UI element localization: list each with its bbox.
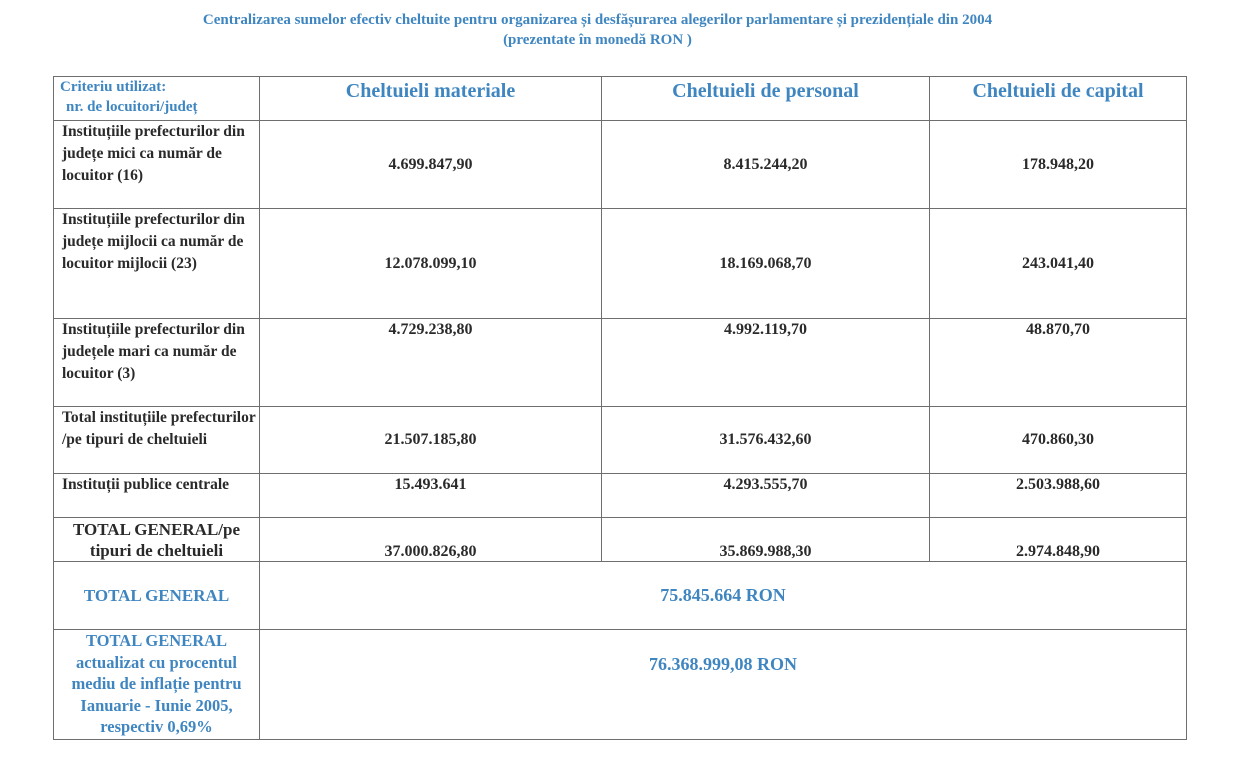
cell-capital: 470.860,30 (930, 407, 1187, 474)
header-row (54, 77, 1187, 121)
row-label: TOTAL GENERAL/pe tipuri de cheltuieli (54, 518, 260, 562)
cell-personal: 31.576.432,60 (602, 407, 930, 474)
cell-personal: 4.293.555,70 (602, 474, 930, 518)
cell-material: 4.699.847,90 (260, 121, 602, 209)
criteria-header (54, 77, 260, 121)
row-label: Instituțiile prefecturilor din județele mari ca număr de locuitor (3) (54, 319, 260, 407)
table-row (54, 121, 1187, 209)
cell-personal: 8.415.244,20 (602, 121, 930, 209)
document-title (0, 10, 1195, 50)
col-header-personal: Cheltuieli de personal (602, 77, 930, 121)
cell-material: 37.000.826,80 (260, 518, 602, 562)
table-row (54, 209, 1187, 319)
cell-personal: 18.169.068,70 (602, 209, 930, 319)
cell-capital: 2.503.988,60 (930, 474, 1187, 518)
row-label: Instituțiile prefecturilor din județe mijlocii ca număr de locuitor mijlocii (23) (54, 209, 260, 319)
criteria-header-line1: Criteriu utilizat: (60, 79, 167, 95)
table-row (54, 518, 1187, 562)
cell-personal: 35.869.988,30 (602, 518, 930, 562)
cell-capital: 243.041,40 (930, 209, 1187, 319)
title-line-2: (prezentate în monedă RON ) (503, 32, 692, 48)
col-header-material: Cheltuieli materiale (260, 77, 602, 121)
title-line-1: Centralizarea sumelor efectiv cheltuite pentru organizarea și desfășurarea alegerilor parlamentare și prezidențiale din 2004 (202, 12, 993, 28)
row-label: Total instituțiile prefecturilor /pe tipuri de cheltuieli (54, 407, 260, 474)
cell-personal: 4.992.119,70 (602, 319, 930, 407)
cell-material: 12.078.099,10 (260, 209, 602, 319)
expenses-table (53, 76, 1187, 740)
total-general-row (54, 562, 1187, 630)
row-label: Instituțiile prefecturilor din județe mici ca număr de locuitor (16) (54, 121, 260, 209)
cell-capital: 2.974.848,90 (930, 518, 1187, 562)
table-row (54, 407, 1187, 474)
col-header-capital: Cheltuieli de capital (930, 77, 1187, 121)
criteria-header-line2: nr. de locuitori/județ (66, 99, 198, 115)
cell-material: 21.507.185,80 (260, 407, 602, 474)
cell-material: 15.493.641 (260, 474, 602, 518)
cell-capital: 48.870,70 (930, 319, 1187, 407)
table-row (54, 474, 1187, 518)
row-label: Instituții publice centrale (54, 474, 260, 518)
total-general-label: TOTAL GENERAL (54, 562, 260, 630)
cell-material: 4.729.238,80 (260, 319, 602, 407)
cell-capital: 178.948,20 (930, 121, 1187, 209)
total-adjusted-row (54, 630, 1187, 740)
table-row (54, 319, 1187, 407)
total-adjusted-label: TOTAL GENERAL actualizat cu procentul mediu de inflație pentru Ianuarie - Iunie 2005, respectiv 0,69% (54, 630, 260, 740)
total-adjusted-value: 76.368.999,08 RON (260, 630, 1187, 740)
total-general-value: 75.845.664 RON (260, 562, 1187, 630)
